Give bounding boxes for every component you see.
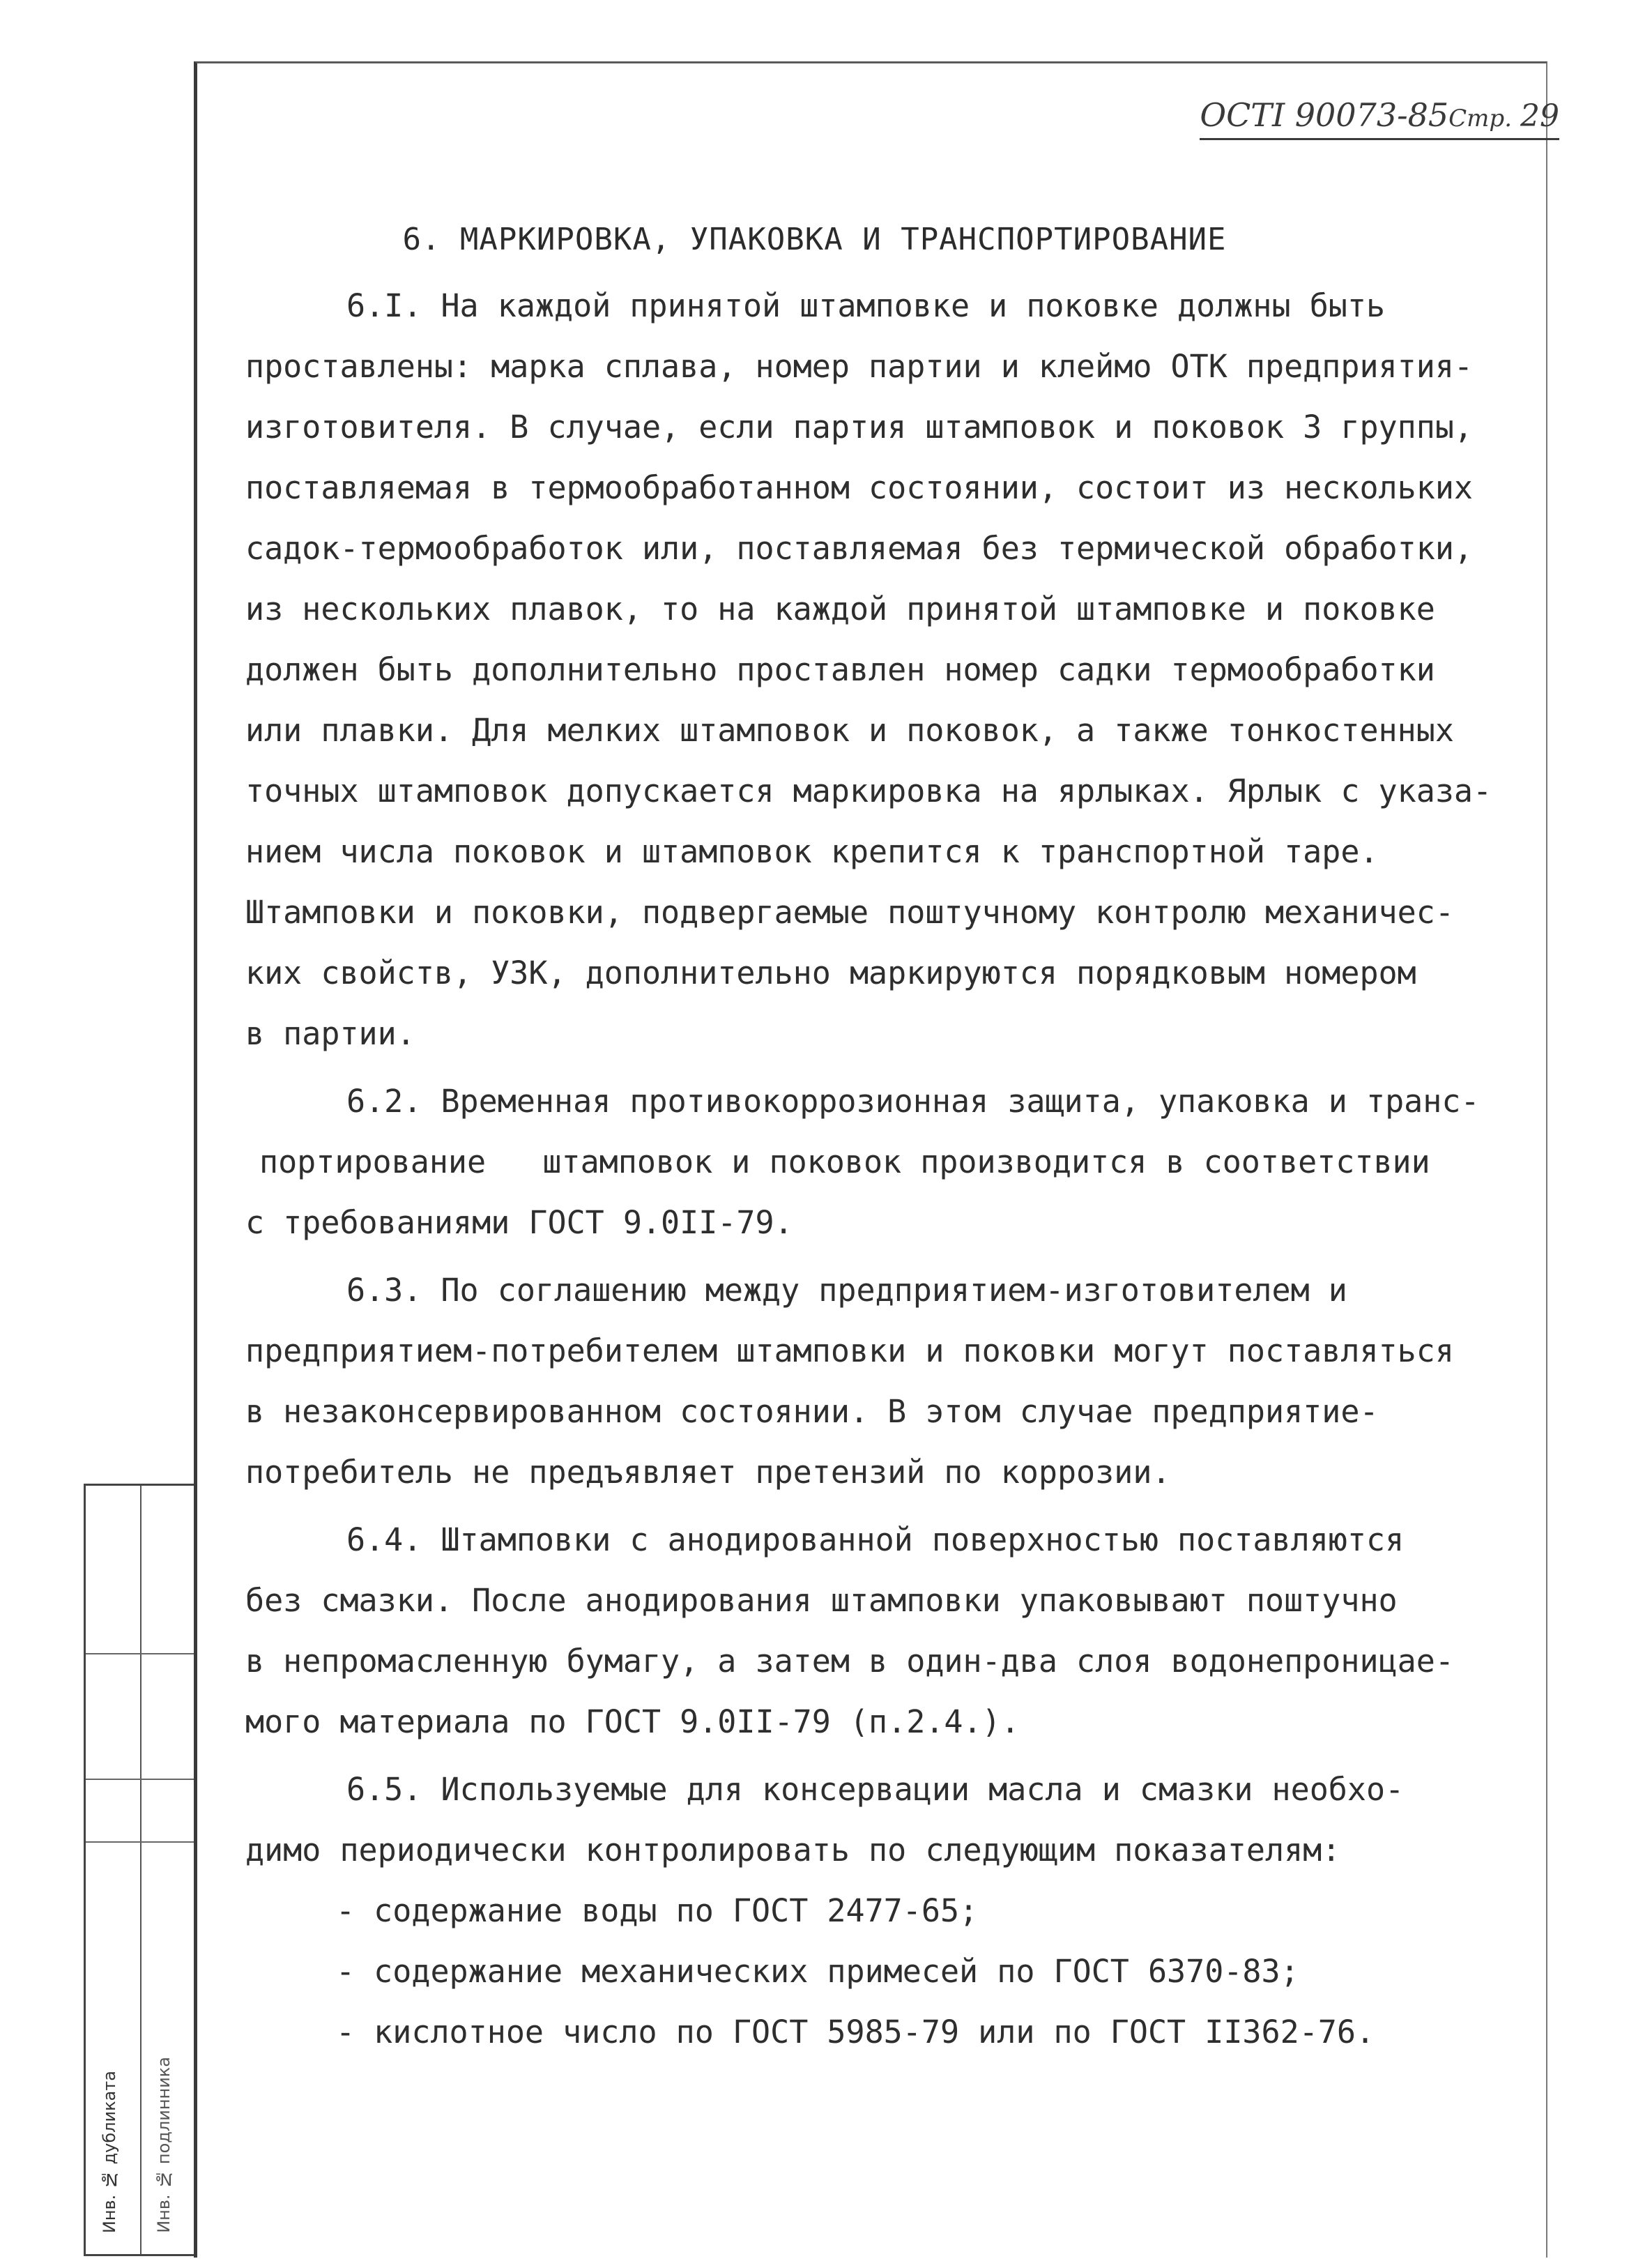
text-line: точных штамповок допускается маркировка на ярлыках. Ярлык с указа- (245, 773, 1492, 809)
text-line: без смазки. После анодирования штамповки упаковывают поштучно (245, 1582, 1398, 1619)
text-line: садок-термообработок или, поставляемая без термической обработки, (245, 530, 1473, 567)
text-line: Штамповки и поковки, подвергаемые поштучному контролю механичес- (245, 894, 1454, 931)
list-item: - содержание воды по ГОСТ 2477-65; (336, 1892, 979, 1929)
stamp-divider (140, 1486, 142, 2254)
stamp-label-duplicate: Инв. № дубликата (100, 2070, 119, 2233)
paragraph-6-5 (245, 1759, 1521, 2062)
text-line: в партии. (245, 1015, 415, 1052)
text-line: ких свойств, УЗК, дополнительно маркируются порядковым номером (245, 954, 1416, 991)
text-line: в незаконсервированном состоянии. В этом случае предприятие- (245, 1393, 1379, 1430)
text-line: в непромасленную бумагу, а затем в один-два слоя водонепроницае- (245, 1643, 1454, 1680)
stamp-label-original: Инв. № подлинника (154, 2057, 174, 2233)
text-line: 6.2. Временная противокоррозионная защита, упаковка и транс- (346, 1083, 1480, 1120)
text-line: нием числа поковок и штамповок крепится к транспортной таре. (245, 833, 1379, 870)
document-header (1200, 96, 1559, 140)
doc-code: ОСТI 90073-85 (1200, 96, 1449, 134)
text-line: поставляемая в термообработанном состоянии, состоит из нескольких (245, 469, 1473, 506)
text-line: 6.I. На каждой принятой штамповке и поковке должны быть (346, 287, 1386, 324)
text-line: 6.4. Штамповки с анодированной поверхностью поставляются (346, 1521, 1405, 1558)
list-item: - содержание механических примесей по ГОСТ 6370-83; (336, 1953, 1299, 1990)
page-label: Стр. (1448, 105, 1512, 132)
paragraph-6-4 (245, 1509, 1521, 1752)
paragraph-6-1 (245, 275, 1521, 1064)
text-line: портирование штамповок и поковок производится в соответствии (259, 1143, 1430, 1180)
text-line: с требованиями ГОСТ 9.0II-79. (245, 1204, 793, 1241)
text-line: мого материала по ГОСТ 9.0II-79 (п.2.4.). (245, 1703, 1020, 1740)
text-line: потребитель не предъявляет претензий по коррозии. (245, 1454, 1171, 1491)
stamp-row-line (86, 1653, 194, 1654)
text-line: изготовителя. В случае, если партия штамповок и поковок 3 группы, (245, 409, 1473, 446)
margin-stamp-table (84, 1484, 194, 2256)
text-line: предприятием-потребителем штамповки и поковки могут поставляться (245, 1332, 1454, 1369)
text-line: 6.3. По соглашению между предприятием-изготовителем и (346, 1272, 1347, 1309)
text-line: димо периодически контролировать по следующим показателям: (245, 1832, 1341, 1869)
stamp-row-line (86, 1841, 194, 1843)
text-line: должен быть дополнительно проставлен номер садки термообработки (245, 651, 1435, 688)
text-line: 6.5. Используемые для консервации масла и смазки необхо- (346, 1771, 1405, 1808)
page-number: 29 (1520, 98, 1559, 134)
list-item: - кислотное число по ГОСТ 5985-79 или по ГОСТ II362-76. (336, 2014, 1375, 2050)
paragraph-6-2 (245, 1071, 1521, 1253)
stamp-row-line (86, 1779, 194, 1780)
document-body (245, 275, 1521, 2062)
text-line: проставлены: марка сплава, номер партии и клеймо ОТК предприятия- (245, 348, 1473, 385)
section-title: 6. МАРКИРОВКА, УПАКОВКА И ТРАНСПОРТИРОВАНИЕ (402, 222, 1227, 257)
text-line: или плавки. Для мелких штамповок и поковок, а также тонкостенных (245, 712, 1454, 749)
paragraph-6-3 (245, 1260, 1521, 1502)
text-line: из нескольких плавок, то на каждой принятой штамповке и поковке (245, 591, 1435, 627)
